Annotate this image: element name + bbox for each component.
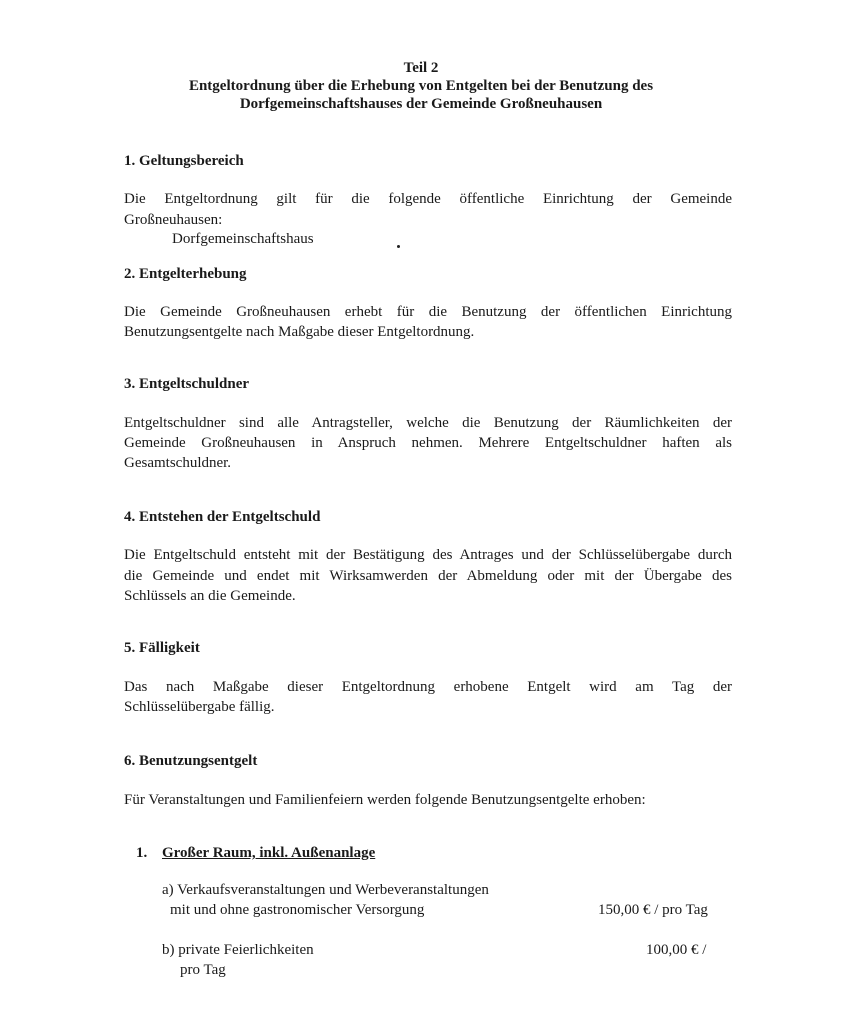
document-title-line-2: Dorfgemeinschaftshauses der Gemeinde Großneuhausen [239,96,603,112]
section-5-line-2: Schlüsselübergabe fällig. [124,699,275,715]
item-1-title: Großer Raum, inkl. Außenanlage [162,845,376,861]
section-4-heading: 4. Entstehen der Entgeltschuld [124,509,321,525]
fee-a-line-2: mit und ohne gastronomischer Versorgung [170,902,425,918]
fee-b-line-1: b) private Feierlichkeiten [162,942,314,958]
section-3-line-1: Entgeltschuldner sind alle Antragsteller, welche die Benutzung der Räumlichkeiten der [124,415,732,431]
item-1-number: 1. [136,845,148,861]
section-6-intro: Für Veranstaltungen und Familienfeiern werden folgende Benutzungsentgelte erhoben: [124,792,646,808]
section-3-line-3: Gesamtschuldner. [124,455,232,471]
section-2-line-1: Die Gemeinde Großneuhausen erhebt für die Benutzung der öffentlichen Einrichtung [124,304,732,320]
section-4-line-2: die Gemeinde und endet mit Wirksamwerden der Abmeldung oder mit der Übergabe des [124,568,732,584]
section-6-heading: 6. Benutzungsentgelt [124,753,258,769]
fee-a-price: 150,00 € / pro Tag [598,902,708,918]
section-3-line-2: Gemeinde Großneuhausen in Anspruch nehmen. Mehrere Entgeltschuldner haften als [124,435,732,451]
section-4-line-3: Schlüssels an die Gemeinde. [124,588,296,604]
section-5-heading: 5. Fälligkeit [124,640,200,656]
part-label: Teil 2 [403,60,439,76]
facility-name: Dorfgemeinschaftshaus [172,231,314,247]
fee-b-price: 100,00 € / [646,942,707,958]
section-1-line-1: Die Entgeltordnung gilt für die folgende öffentliche Einrichtung der Gemeinde [124,191,732,207]
section-4-line-1: Die Entgeltschuld entsteht mit der Bestätigung des Antrages und der Schlüsselübergabe durch [124,547,732,563]
fee-a-line-1: a) Verkaufsveranstaltungen und Werbeveranstaltungen [162,882,489,898]
section-1-heading: 1. Geltungsbereich [124,153,244,169]
stray-dot [397,245,400,248]
section-3-heading: 3. Entgeltschuldner [124,376,250,392]
document-title-line-1: Entgeltordnung über die Erhebung von Entgelten bei der Benutzung des [188,78,654,94]
section-2-line-2: Benutzungsentgelte nach Maßgabe dieser Entgeltordnung. [124,324,475,340]
fee-b-line-2: pro Tag [180,962,226,978]
section-1-line-2: Großneuhausen: [124,212,223,228]
section-2-heading: 2. Entgelterhebung [124,266,247,282]
section-5-line-1: Das nach Maßgabe dieser Entgeltordnung erhobene Entgelt wird am Tag der [124,679,732,695]
